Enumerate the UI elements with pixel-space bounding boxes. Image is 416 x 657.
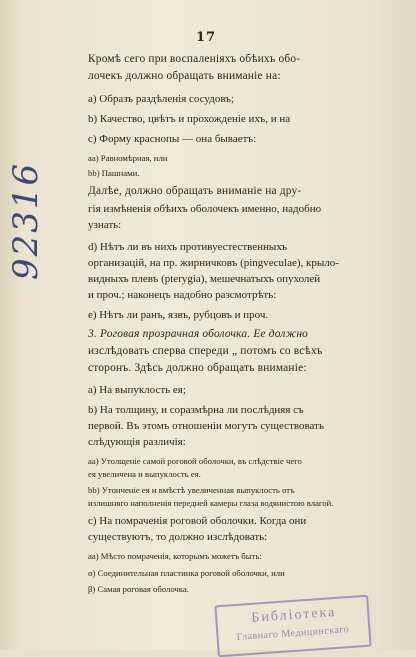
text-line: bb) Утонченіе ея и вмѣстѣ увеличенная выпуклость отъ: [88, 485, 295, 495]
text-line: сторонъ. Здѣсь должно обращать вниманіе:: [88, 362, 307, 374]
text-line: c) На помраченія роговой оболочки. Когда они: [88, 515, 307, 527]
text-line: гія измѣненія обѣихъ оболочекъ именно, надобно: [88, 203, 322, 215]
text-line: d) Нѣтъ ли въ нихъ противуестественныхъ: [88, 241, 288, 253]
text-line: β) Самая роговая оболочка.: [88, 584, 189, 594]
page-number: 17: [196, 30, 217, 45]
text-line: b) На толщину, и соразмѣрна ли послѣдняя съ: [88, 404, 304, 416]
text-line: aa) Равномѣрная, или: [88, 153, 168, 163]
text-line: Далѣе, должно обращать вниманіе на дру-: [88, 185, 302, 197]
text-line: видныхъ плевъ (pterygia), мешечнатыхъ опухолей: [88, 273, 321, 285]
text-line: 3. Роговая прозрачная оболочка. Ее должно: [88, 328, 309, 340]
stamp-line-2: Главнаго Медицинскаго: [236, 624, 350, 643]
text-line: Кромѣ сего при воспаленіяхъ обѣихъ обо-: [88, 53, 301, 65]
text-line: изслѣдовать сперва спереди „ потомъ со всѣхъ: [88, 345, 323, 357]
text-line: b) Качество, цвѣтъ и прохожденіе ихъ, и на: [88, 113, 291, 125]
text-line: организацій, на пр. жирничковъ (pingveculae), крыло-: [88, 257, 339, 269]
library-stamp: [214, 595, 371, 657]
stamp-line-1: Библіотека: [250, 604, 337, 626]
text-line: слѣдующія различія:: [88, 436, 186, 448]
handwritten-margin-note: 92316: [6, 161, 46, 280]
text-line: aa) Мѣсто помраченія, которымъ можетъ быть:: [88, 551, 262, 561]
text-line: лочекъ должно обращать вниманіе на:: [88, 70, 281, 82]
text-line: α) Соединительная пластинка роговой оболочки, или: [88, 568, 285, 578]
text-line: и проч.; наконецъ надобно разсмотрѣть:: [88, 289, 277, 301]
text-line: bb) Пашнами.: [88, 168, 140, 178]
text-line: e) Нѣтъ ли ранъ, язвъ, рубцовъ и проч.: [88, 309, 269, 321]
text-line: узнать:: [88, 219, 122, 231]
text-line: первой. Въ этомъ отношеніи могутъ существовать: [88, 420, 324, 432]
text-line: ея увеличена и выпуклость ея.: [88, 469, 201, 479]
text-line: c) Форму краснопы — она бываетъ:: [88, 133, 257, 145]
text-line: aa) Утолщеніе самой роговой оболочки, въ слѣдствіе чего: [88, 456, 302, 466]
text-line: a) На выпуклость ея;: [88, 384, 186, 396]
text-line: излишняго наполненія передней камеры глаза водянистою влагой.: [88, 498, 334, 508]
text-line: существуютъ, то должно изслѣдовать:: [88, 531, 268, 543]
text-line: a) Образъ раздѣленія сосудовъ;: [88, 93, 234, 105]
